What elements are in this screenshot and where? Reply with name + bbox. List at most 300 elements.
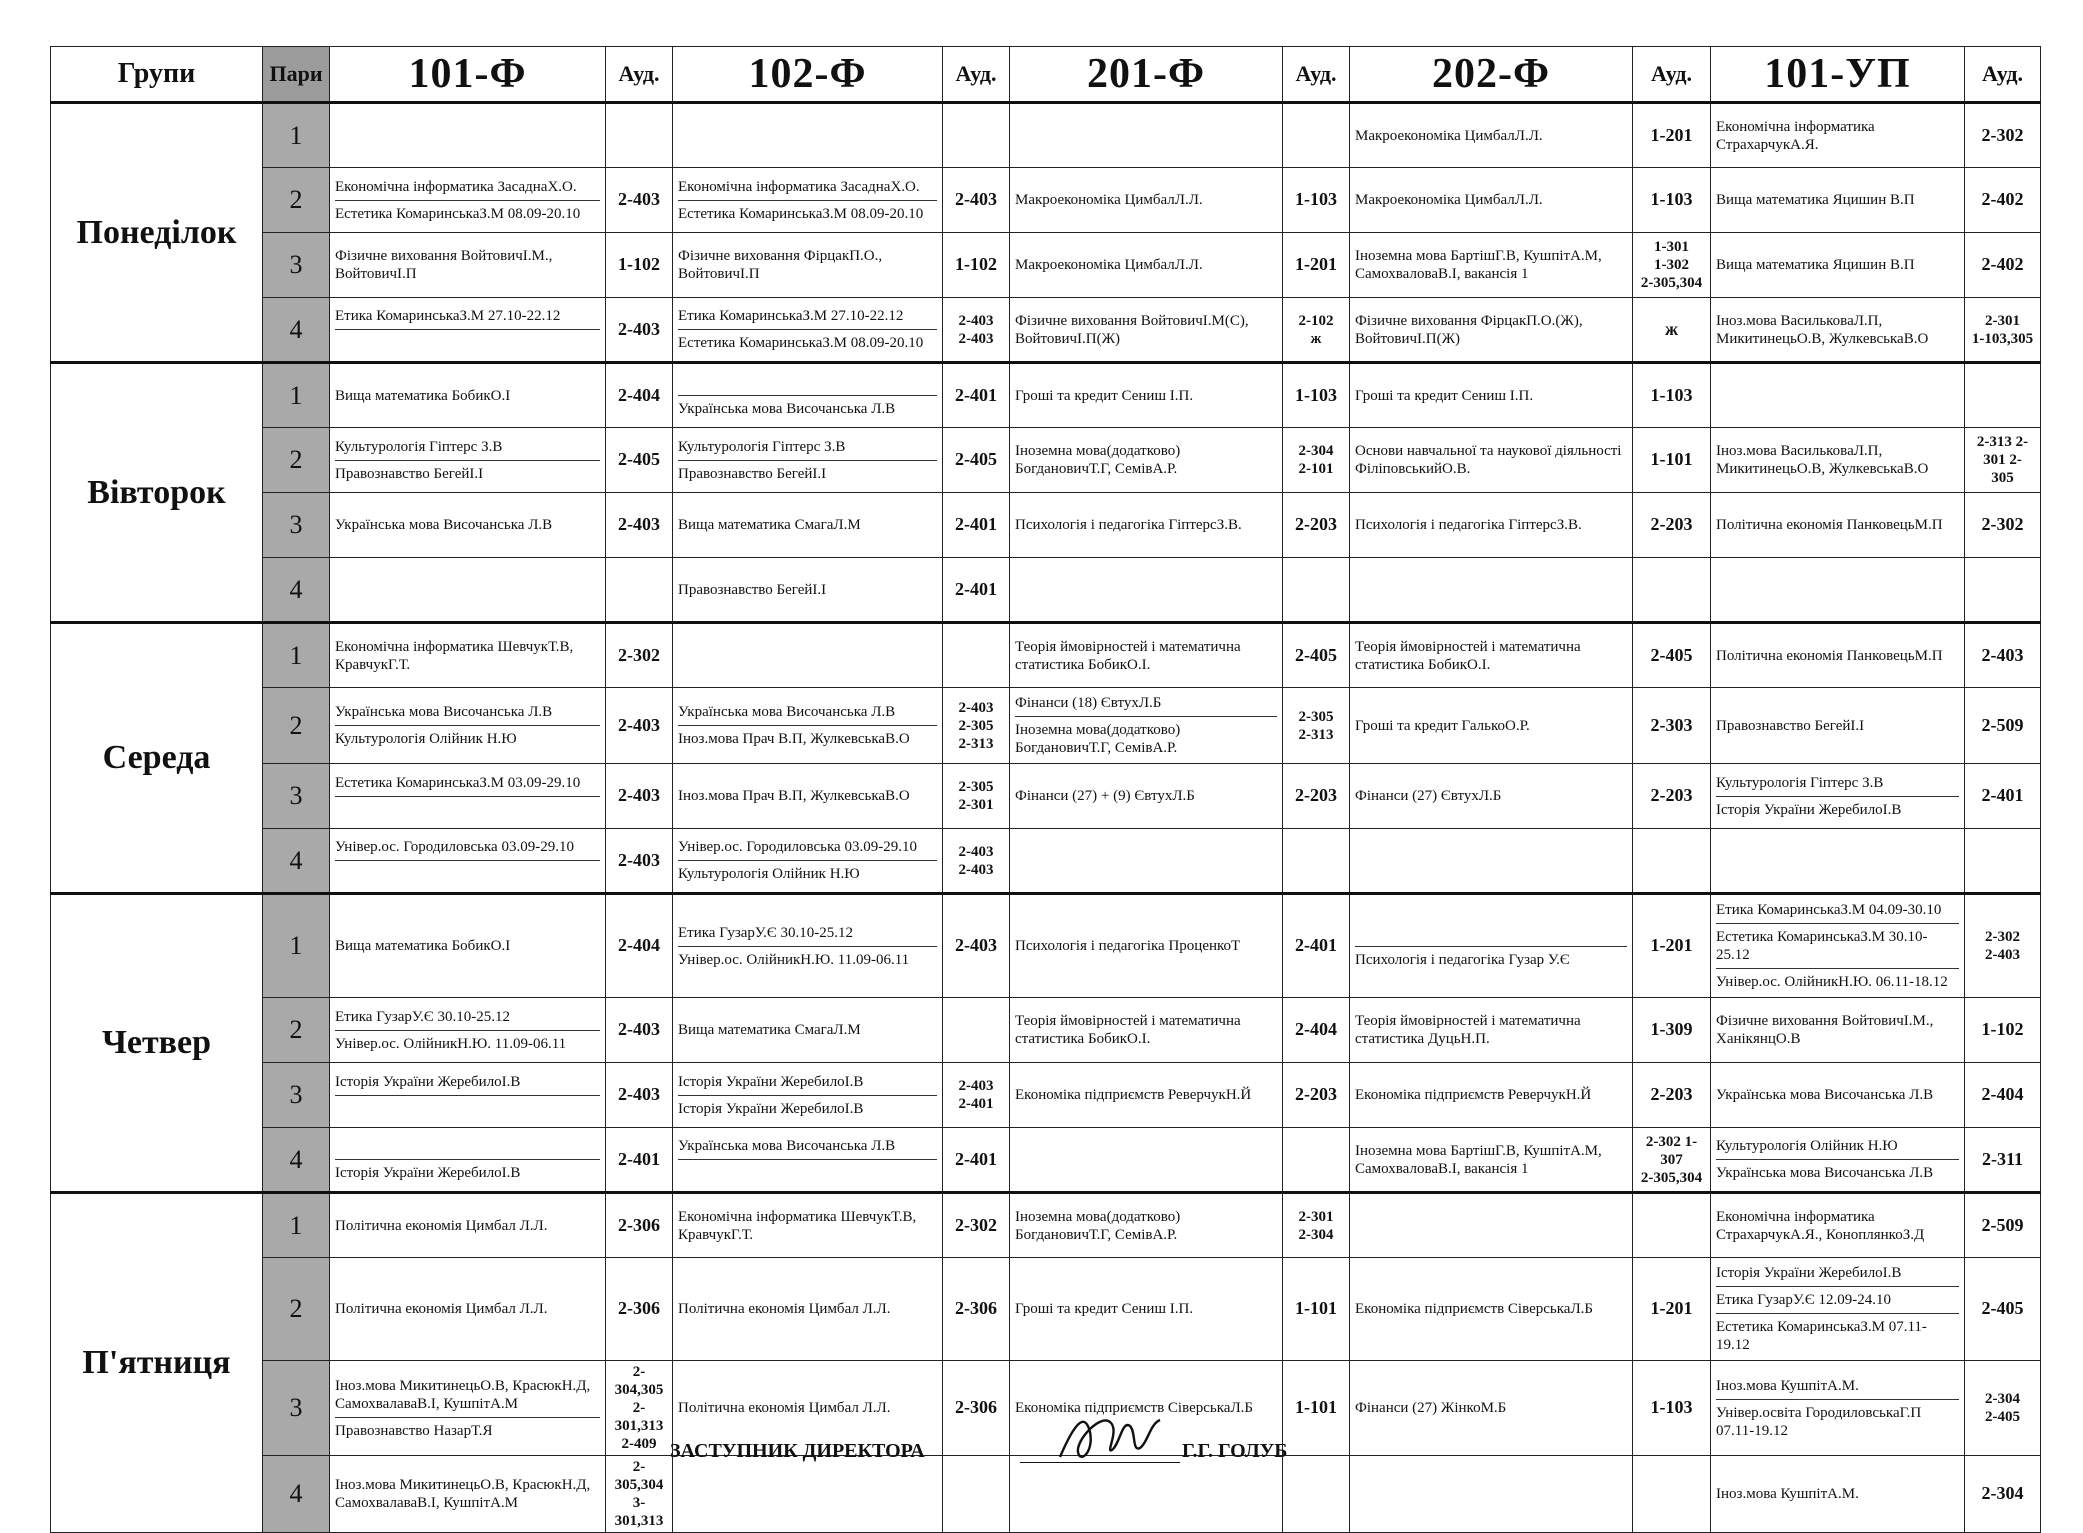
auditorium-value: 2-101 — [1298, 461, 1334, 477]
auditorium-value: 2-405 — [1985, 1409, 2020, 1425]
auditorium-value: 1-103 — [1650, 189, 1693, 210]
auditorium-value: 2-403 — [955, 189, 997, 210]
subject-line: Іноз.мова КушпітА.М. — [1716, 1486, 1859, 1502]
subject-line — [335, 861, 600, 887]
subject-cell — [1010, 623, 1283, 688]
subject-line: Українська мова Височанська Л.В — [335, 699, 600, 726]
auditorium-value: 1-201 — [1295, 254, 1337, 275]
subject-line: Фінанси (18) ЄвтухЛ.Б — [1015, 690, 1277, 717]
subject-line: Естетика КомаринськаЗ.М 07.11-19.12 — [1716, 1319, 1927, 1353]
auditorium-cell — [606, 623, 673, 688]
aud-header: Ауд. — [1633, 47, 1711, 103]
auditorium-value: 2-302 — [1981, 514, 2024, 535]
subject-cell — [1711, 298, 1965, 363]
schedule-row — [51, 764, 2041, 829]
pair-number: 3 — [263, 764, 330, 829]
pair-number: 4 — [263, 1128, 330, 1193]
auditorium-value: 2-401 — [1295, 935, 1337, 956]
groups-header: Групи — [51, 47, 263, 103]
subject-cell — [1350, 764, 1633, 829]
auditorium-cell — [606, 103, 673, 168]
auditorium-cell — [1283, 1193, 1350, 1258]
group-header-201f: 201-Ф — [1010, 47, 1283, 103]
subject-cell — [1711, 363, 1965, 428]
auditorium-value: 2-302 — [1985, 929, 2020, 945]
auditorium-value: 1-102 — [618, 254, 660, 275]
subject-cell — [1350, 1063, 1633, 1128]
auditorium-value: 2-404 — [1981, 1084, 2024, 1105]
subject-cell — [673, 998, 943, 1063]
subject-cell — [330, 623, 606, 688]
subject-cell — [1711, 829, 1965, 894]
subject-cell — [1010, 493, 1283, 558]
day-name: Середа — [51, 623, 263, 894]
subject-line: Гроші та кредит ГалькоО.Р. — [1355, 717, 1530, 734]
pair-number: 3 — [263, 1361, 330, 1456]
pair-number: 2 — [263, 1258, 330, 1361]
subject-line: Універ.ос. Городиловська 03.09-29.10 — [678, 834, 937, 861]
subject-cell — [330, 103, 606, 168]
subject-line: Іноз.мова Прач В.П, ЖулкевськаВ.О — [678, 788, 910, 804]
auditorium-value: 1-101 — [1295, 1397, 1337, 1418]
schedule-row — [51, 1258, 2041, 1361]
subject-line: Фізичне виховання ФірцакП.О.(Ж), ВойтовичІ.П(Ж) — [1355, 312, 1583, 347]
auditorium-cell — [1633, 103, 1711, 168]
subject-cell — [330, 829, 606, 894]
subject-line: Психологія і педагогіка Гузар У.Є — [1355, 951, 1570, 968]
auditorium-value: 2-305,304 — [614, 1459, 664, 1493]
auditorium-value: 2-403 — [618, 1084, 660, 1105]
auditorium-cell — [1633, 168, 1711, 233]
subject-line: Політична економія ПанковецьМ.П — [1716, 647, 1943, 664]
subject-line: Правознавство БегейІ.І — [335, 465, 484, 482]
auditorium-value: 2-404 — [1295, 1019, 1337, 1040]
subject-line: Іноземна мова БартішГ.В, КушпітА.М, СамохваловаВ.І, вакансія 1 — [1355, 1142, 1602, 1177]
pair-number: 2 — [263, 998, 330, 1063]
auditorium-cell — [1633, 428, 1711, 493]
auditorium-cell — [1633, 829, 1711, 894]
subject-cell — [1711, 894, 1965, 998]
auditorium-cell — [943, 233, 1010, 298]
subject-line: Культурологія Гіптерс З.В — [1716, 770, 1959, 797]
auditorium-value: 2-405 — [1981, 1298, 2024, 1319]
auditorium-cell — [1965, 103, 2041, 168]
subject-cell — [1010, 829, 1283, 894]
subject-line: Економіка підприємств РеверчукН.Й — [1015, 1087, 1252, 1103]
schedule-row — [51, 233, 2041, 298]
pair-number: 2 — [263, 168, 330, 233]
subject-line: Політична економія Цимбал Л.Л. — [335, 1217, 548, 1234]
director-name: Г.Г. ГОЛУБ — [1182, 1440, 1288, 1462]
auditorium-value: 2-313 — [1298, 726, 1334, 743]
subject-cell — [330, 1258, 606, 1361]
auditorium-value: 2-305,304 — [1640, 1169, 1703, 1186]
auditorium-value: 2-203 — [1650, 514, 1693, 535]
subject-line: Культурологія Олійник Н.Ю — [335, 731, 517, 747]
subject-cell — [1711, 428, 1965, 493]
auditorium-cell — [606, 894, 673, 998]
auditorium-cell — [1965, 1258, 2041, 1361]
subject-line: Етика КомаринськаЗ.М 04.09-30.10 — [1716, 897, 1959, 924]
auditorium-cell — [1283, 233, 1350, 298]
auditorium-value: 2-302 — [1981, 124, 2024, 145]
subject-line: Політична економія Цимбал Л.Л. — [678, 1400, 891, 1416]
auditorium-value: 2-302 1-307 — [1645, 1133, 1698, 1168]
subject-cell — [1010, 998, 1283, 1063]
auditorium-cell — [943, 428, 1010, 493]
auditorium-value: 305 — [1991, 470, 2014, 486]
auditorium-value: 2-203 — [1295, 1084, 1337, 1105]
auditorium-cell — [943, 623, 1010, 688]
schedule-row — [51, 1063, 2041, 1128]
auditorium-cell — [1965, 1193, 2041, 1258]
auditorium-cell — [1283, 363, 1350, 428]
auditorium-value: 2-403 — [618, 1019, 660, 1040]
subject-cell — [1711, 558, 1965, 623]
auditorium-value: 2-403 — [958, 1078, 994, 1094]
subject-cell — [330, 1063, 606, 1128]
auditorium-value: 1-102 — [1981, 1019, 2024, 1040]
auditorium-cell — [943, 1193, 1010, 1258]
auditorium-cell — [943, 764, 1010, 829]
subject-line: Естетика КомаринськаЗ.М 08.09-20.10 — [678, 335, 924, 351]
subject-line: Іноз.мова ВасильковаЛ.П, МикитинецьО.В, ЖулкевськаВ.О — [1716, 443, 1929, 477]
subject-line: Українська мова Височанська Л.В — [678, 699, 937, 726]
auditorium-value: 2-403 — [955, 935, 997, 956]
subject-line: Фінанси (27) ЖінкоМ.Б — [1355, 1400, 1507, 1416]
subject-line: Естетика КомаринськаЗ.М 08.09-20.10 — [335, 205, 581, 222]
subject-line: Психологія і педагогіка ГіптерсЗ.В. — [1015, 517, 1242, 533]
subject-line: Етика КомаринськаЗ.М 27.10-22.12 — [678, 303, 937, 330]
subject-cell — [1010, 1128, 1283, 1193]
schedule-row — [51, 428, 2041, 493]
auditorium-value: 2-404 — [618, 935, 660, 956]
auditorium-value: 2-305 — [1298, 708, 1334, 725]
subject-line: Політична економія ПанковецьМ.П — [1716, 517, 1943, 533]
schedule-row — [51, 1193, 2041, 1258]
subject-cell — [673, 428, 943, 493]
subject-cell — [1711, 998, 1965, 1063]
group-header-202f: 202-Ф — [1350, 47, 1633, 103]
auditorium-value: 2-305 — [958, 717, 994, 734]
schedule-row — [51, 688, 2041, 764]
subject-line: Українська мова Височанська Л.В — [1716, 1087, 1934, 1103]
pair-number: 1 — [263, 623, 330, 688]
group-header-102f: 102-Ф — [673, 47, 943, 103]
subject-line: Правознавство БегейІ.І — [678, 581, 827, 598]
auditorium-cell — [1633, 558, 1711, 623]
header-row — [51, 47, 2041, 103]
subject-line: Вища математика Яцишин В.П — [1716, 192, 1915, 208]
auditorium-value: 2-304 — [1298, 1226, 1334, 1243]
auditorium-cell — [1965, 363, 2041, 428]
schedule-row — [51, 1128, 2041, 1193]
auditorium-value: 2-203 — [1295, 785, 1337, 806]
subject-cell — [330, 1128, 606, 1193]
auditorium-cell — [606, 168, 673, 233]
auditorium-cell — [943, 829, 1010, 894]
subject-cell — [673, 168, 943, 233]
subject-line: Макроекономіка ЦимбалЛ.Л. — [1015, 192, 1203, 208]
auditorium-cell — [1965, 764, 2041, 829]
auditorium-value: 2-402 — [1981, 254, 2024, 275]
subject-cell — [330, 1193, 606, 1258]
auditorium-value: 2-405 — [618, 449, 660, 470]
subject-line: Історія України ЖеребилоІ.В — [678, 1100, 864, 1117]
subject-line: Етика ГузарУ.Є 30.10-25.12 — [335, 1004, 600, 1031]
subject-line: Іноземна мова(додатково) БогдановичТ.Г, СемівА.Р. — [1015, 443, 1181, 477]
subject-cell — [1350, 623, 1633, 688]
auditorium-cell — [1965, 688, 2041, 764]
pair-number: 1 — [263, 363, 330, 428]
auditorium-cell — [1283, 1063, 1350, 1128]
auditorium-value: 2-304,305 — [614, 1364, 664, 1398]
auditorium-cell — [606, 1063, 673, 1128]
subject-line: Політична економія Цимбал Л.Л. — [335, 1301, 548, 1317]
auditorium-cell — [1965, 168, 2041, 233]
subject-cell — [673, 1063, 943, 1128]
auditorium-cell — [943, 1063, 1010, 1128]
auditorium-cell — [1283, 493, 1350, 558]
subject-line: Політична економія Цимбал Л.Л. — [678, 1301, 891, 1317]
auditorium-value: 2-403 — [1985, 947, 2020, 963]
auditorium-cell — [1283, 1128, 1350, 1193]
subject-line: Історія України ЖеребилоІ.В — [678, 1069, 937, 1096]
auditorium-cell — [1283, 103, 1350, 168]
aud-header: Ауд. — [943, 47, 1010, 103]
director-title: ЗАСТУПНИК ДИРЕКТОРА — [670, 1440, 925, 1462]
subject-line — [335, 330, 600, 356]
subject-cell — [330, 493, 606, 558]
subject-cell — [1711, 623, 1965, 688]
subject-line: Іноз.мова МикитинецьО.В, КрасюкН.Д, СамохвалаваВ.І, КушпітА.М — [335, 1373, 600, 1418]
auditorium-value: 1-103,305 — [1971, 330, 2034, 347]
schedule-row — [51, 363, 2041, 428]
subject-cell — [1711, 764, 1965, 829]
auditorium-cell — [606, 1258, 673, 1361]
auditorium-value: 2-306 — [618, 1298, 660, 1319]
auditorium-cell — [1283, 998, 1350, 1063]
subject-cell — [1711, 233, 1965, 298]
auditorium-cell — [1965, 1063, 2041, 1128]
auditorium-cell — [1965, 1128, 2041, 1193]
auditorium-cell — [1965, 493, 2041, 558]
subject-cell — [330, 233, 606, 298]
subject-line: Іноз.мова МикитинецьО.В, КрасюкН.Д, СамохвалаваВ.І, КушпітА.М — [335, 1477, 591, 1511]
day-name: Понеділок — [51, 103, 263, 363]
subject-line: Іноз.мова Прач В.П, ЖулкевськаВ.О — [678, 731, 910, 747]
subject-line: Психологія і педагогіка ГіптерсЗ.В. — [1355, 517, 1582, 533]
subject-line — [1355, 920, 1627, 947]
auditorium-cell — [1633, 233, 1711, 298]
auditorium-value: 2-401 — [955, 578, 997, 599]
subject-cell — [673, 1193, 943, 1258]
subject-cell — [1711, 168, 1965, 233]
aud-header: Ауд. — [1283, 47, 1350, 103]
subject-line: Іноземна мова БартішГ.В, КушпітА.М, СамохваловаВ.І, вакансія 1 — [1355, 248, 1602, 282]
schedule-row — [51, 623, 2041, 688]
auditorium-cell — [1633, 298, 1711, 363]
day-name: Четвер — [51, 894, 263, 1193]
schedule-row — [51, 168, 2041, 233]
subject-line: Макроекономіка ЦимбалЛ.Л. — [1015, 257, 1203, 273]
subject-cell — [1350, 558, 1633, 623]
subject-line: Економіка підприємств РеверчукН.Й — [1355, 1087, 1592, 1103]
subject-cell — [1010, 298, 1283, 363]
subject-line: Правознавство НазарТ.Я — [335, 1422, 493, 1439]
auditorium-value: 2-403 — [958, 330, 994, 347]
subject-line: Іноземна мова(додатково) БогдановичТ.Г, СемівА.Р. — [1015, 1208, 1181, 1243]
auditorium-value: 2-306 — [618, 1214, 660, 1235]
subject-cell — [1350, 1193, 1633, 1258]
subject-line: Вища математика БобикО.І — [335, 938, 511, 954]
auditorium-value: 2-403 — [958, 861, 994, 878]
auditorium-cell — [1283, 428, 1350, 493]
subject-line: Психологія і педагогіка ПроценкоТ — [1015, 938, 1241, 954]
auditorium-cell — [1283, 688, 1350, 764]
auditorium-cell — [1965, 829, 2041, 894]
subject-line: Етика ГузарУ.Є 12.09-24.10 — [1716, 1287, 1959, 1314]
auditorium-cell — [943, 688, 1010, 764]
auditorium-value: 2-401 — [958, 1096, 994, 1112]
auditorium-cell — [943, 894, 1010, 998]
subject-line: Основи навчальної та наукової діяльності ФіліповськийО.В. — [1355, 443, 1622, 477]
auditorium-cell — [606, 233, 673, 298]
subject-line: Українська мова Височанська Л.В — [678, 1133, 937, 1160]
subject-cell — [1010, 1193, 1283, 1258]
auditorium-cell — [1633, 1193, 1711, 1258]
auditorium-value: 2-403 — [618, 714, 660, 735]
subject-line: Економічна інформатика СтрахарчукА.Я., КоноплянкоЗ.Д — [1716, 1208, 1925, 1243]
signature-block — [0, 1436, 2083, 1476]
subject-line — [678, 369, 937, 396]
subject-cell — [1350, 168, 1633, 233]
auditorium-cell — [1965, 558, 2041, 623]
auditorium-cell — [606, 688, 673, 764]
auditorium-value: 2-403 — [618, 514, 660, 535]
subject-cell — [330, 298, 606, 363]
subject-line: Правознавство БегейІ.І — [1716, 717, 1865, 734]
subject-cell — [1711, 1258, 1965, 1361]
subject-cell — [1350, 103, 1633, 168]
auditorium-value: ж — [1310, 330, 1322, 347]
pair-number: 2 — [263, 428, 330, 493]
subject-line: Естетика КомаринськаЗ.М 08.09-20.10 — [678, 205, 924, 222]
subject-line: Фізичне виховання ВойтовичІ.М., ХанікянцО.В — [1716, 1013, 1934, 1047]
subject-line: Фізичне виховання ВойтовичІ.М., ВойтовичІ.П — [335, 248, 553, 282]
auditorium-value: 2-403 — [1981, 644, 2024, 665]
subject-cell — [1350, 493, 1633, 558]
auditorium-value: 2-402 — [1981, 189, 2024, 210]
auditorium-value: 1-309 — [1650, 1019, 1693, 1040]
subject-line: Культурологія Олійник Н.Ю — [678, 866, 860, 882]
auditorium-cell — [606, 998, 673, 1063]
subject-cell — [673, 1128, 943, 1193]
auditorium-value: 2-306 — [955, 1397, 997, 1418]
subject-cell — [1010, 233, 1283, 298]
auditorium-value: 2-303 — [1650, 714, 1693, 735]
auditorium-value: 301 2- — [1983, 452, 2022, 468]
auditorium-value: 2-305 — [958, 779, 994, 795]
auditorium-cell — [1633, 894, 1711, 998]
subject-line: Історія України ЖеребилоІ.В — [1716, 1260, 1959, 1287]
auditorium-value: 2-401 — [955, 514, 997, 535]
auditorium-cell — [943, 103, 1010, 168]
auditorium-value: 1-201 — [1650, 1298, 1693, 1319]
schedule-row — [51, 829, 2041, 894]
subject-cell — [1711, 688, 1965, 764]
auditorium-cell — [1965, 428, 2041, 493]
subject-line — [335, 797, 600, 823]
subject-cell — [1350, 1128, 1633, 1193]
subject-line: Етика ГузарУ.Є 30.10-25.12 — [678, 920, 937, 947]
pair-number: 4 — [263, 558, 330, 623]
auditorium-cell — [1965, 998, 2041, 1063]
auditorium-cell — [1283, 894, 1350, 998]
auditorium-cell — [1965, 894, 2041, 998]
auditorium-cell — [1283, 1258, 1350, 1361]
auditorium-value: 1-301 — [1654, 239, 1689, 255]
pair-number: 4 — [263, 1456, 330, 1533]
signature-mark — [1050, 1402, 1170, 1472]
auditorium-cell — [943, 1258, 1010, 1361]
auditorium-value: 2-403 — [958, 312, 994, 329]
subject-cell — [330, 764, 606, 829]
auditorium-cell — [606, 298, 673, 363]
auditorium-value: 2-405 — [955, 449, 997, 470]
subject-line: Іноз.мова ВасильковаЛ.П, МикитинецьО.В, ЖулкевськаВ.О — [1716, 312, 1929, 347]
auditorium-cell — [1633, 623, 1711, 688]
auditorium-value: 2-401 — [1981, 785, 2024, 806]
subject-line: Історія України ЖеребилоІ.В — [335, 1165, 521, 1181]
auditorium-cell — [1633, 998, 1711, 1063]
auditorium-value: 1-201 — [1650, 124, 1693, 145]
auditorium-value: 1-103 — [1650, 1397, 1693, 1418]
auditorium-cell — [606, 493, 673, 558]
auditorium-cell — [1633, 363, 1711, 428]
auditorium-value: 2-509 — [1981, 714, 2024, 735]
subject-line: Теорія ймовірностей і математична статистика БобикО.І. — [1015, 1013, 1241, 1047]
subject-cell — [1010, 103, 1283, 168]
auditorium-value: 1-302 — [1654, 257, 1689, 273]
auditorium-value: 2-404 — [618, 384, 660, 405]
subject-line: Макроекономіка ЦимбалЛ.Л. — [1355, 192, 1543, 208]
subject-cell — [673, 558, 943, 623]
subject-line: Гроші та кредит Сениш І.П. — [1355, 387, 1534, 404]
subject-cell — [673, 623, 943, 688]
subject-line: Культурологія Гіптерс З.В — [678, 434, 937, 461]
auditorium-value: 2-302 — [955, 1214, 997, 1235]
subject-line: Фізичне виховання ФірцакП.О., ВойтовичІ.П — [678, 248, 883, 282]
pair-number: 2 — [263, 688, 330, 764]
auditorium-cell — [943, 998, 1010, 1063]
subject-line: Естетика КомаринськаЗ.М 30.10-25.12 — [1716, 924, 1959, 969]
subject-line: Економіка підприємств СіверськаЛ.Б — [1015, 1400, 1253, 1416]
auditorium-cell — [1965, 623, 2041, 688]
auditorium-value: 2-403 — [618, 189, 660, 210]
subject-line: Іноз.мова КушпітА.М. — [1716, 1373, 1959, 1400]
subject-line: Культурологія Олійник Н.Ю — [1716, 1133, 1959, 1160]
subject-line: Теорія ймовірностей і математична статистика БобикО.І. — [1355, 638, 1581, 673]
pair-number: 3 — [263, 1063, 330, 1128]
auditorium-value: 2-313 — [958, 735, 994, 752]
subject-line: Економічна інформатика ШевчукТ.В, КравчукГ.Т. — [678, 1208, 917, 1243]
schedule-row — [51, 894, 2041, 998]
subject-line: Економічна інформатика ЗасаднаХ.О. — [335, 174, 600, 201]
auditorium-cell — [1633, 1128, 1711, 1193]
auditorium-cell — [606, 428, 673, 493]
subject-line: Універ.ос. ОлійникН.Ю. 11.09-06.11 — [335, 1035, 567, 1052]
